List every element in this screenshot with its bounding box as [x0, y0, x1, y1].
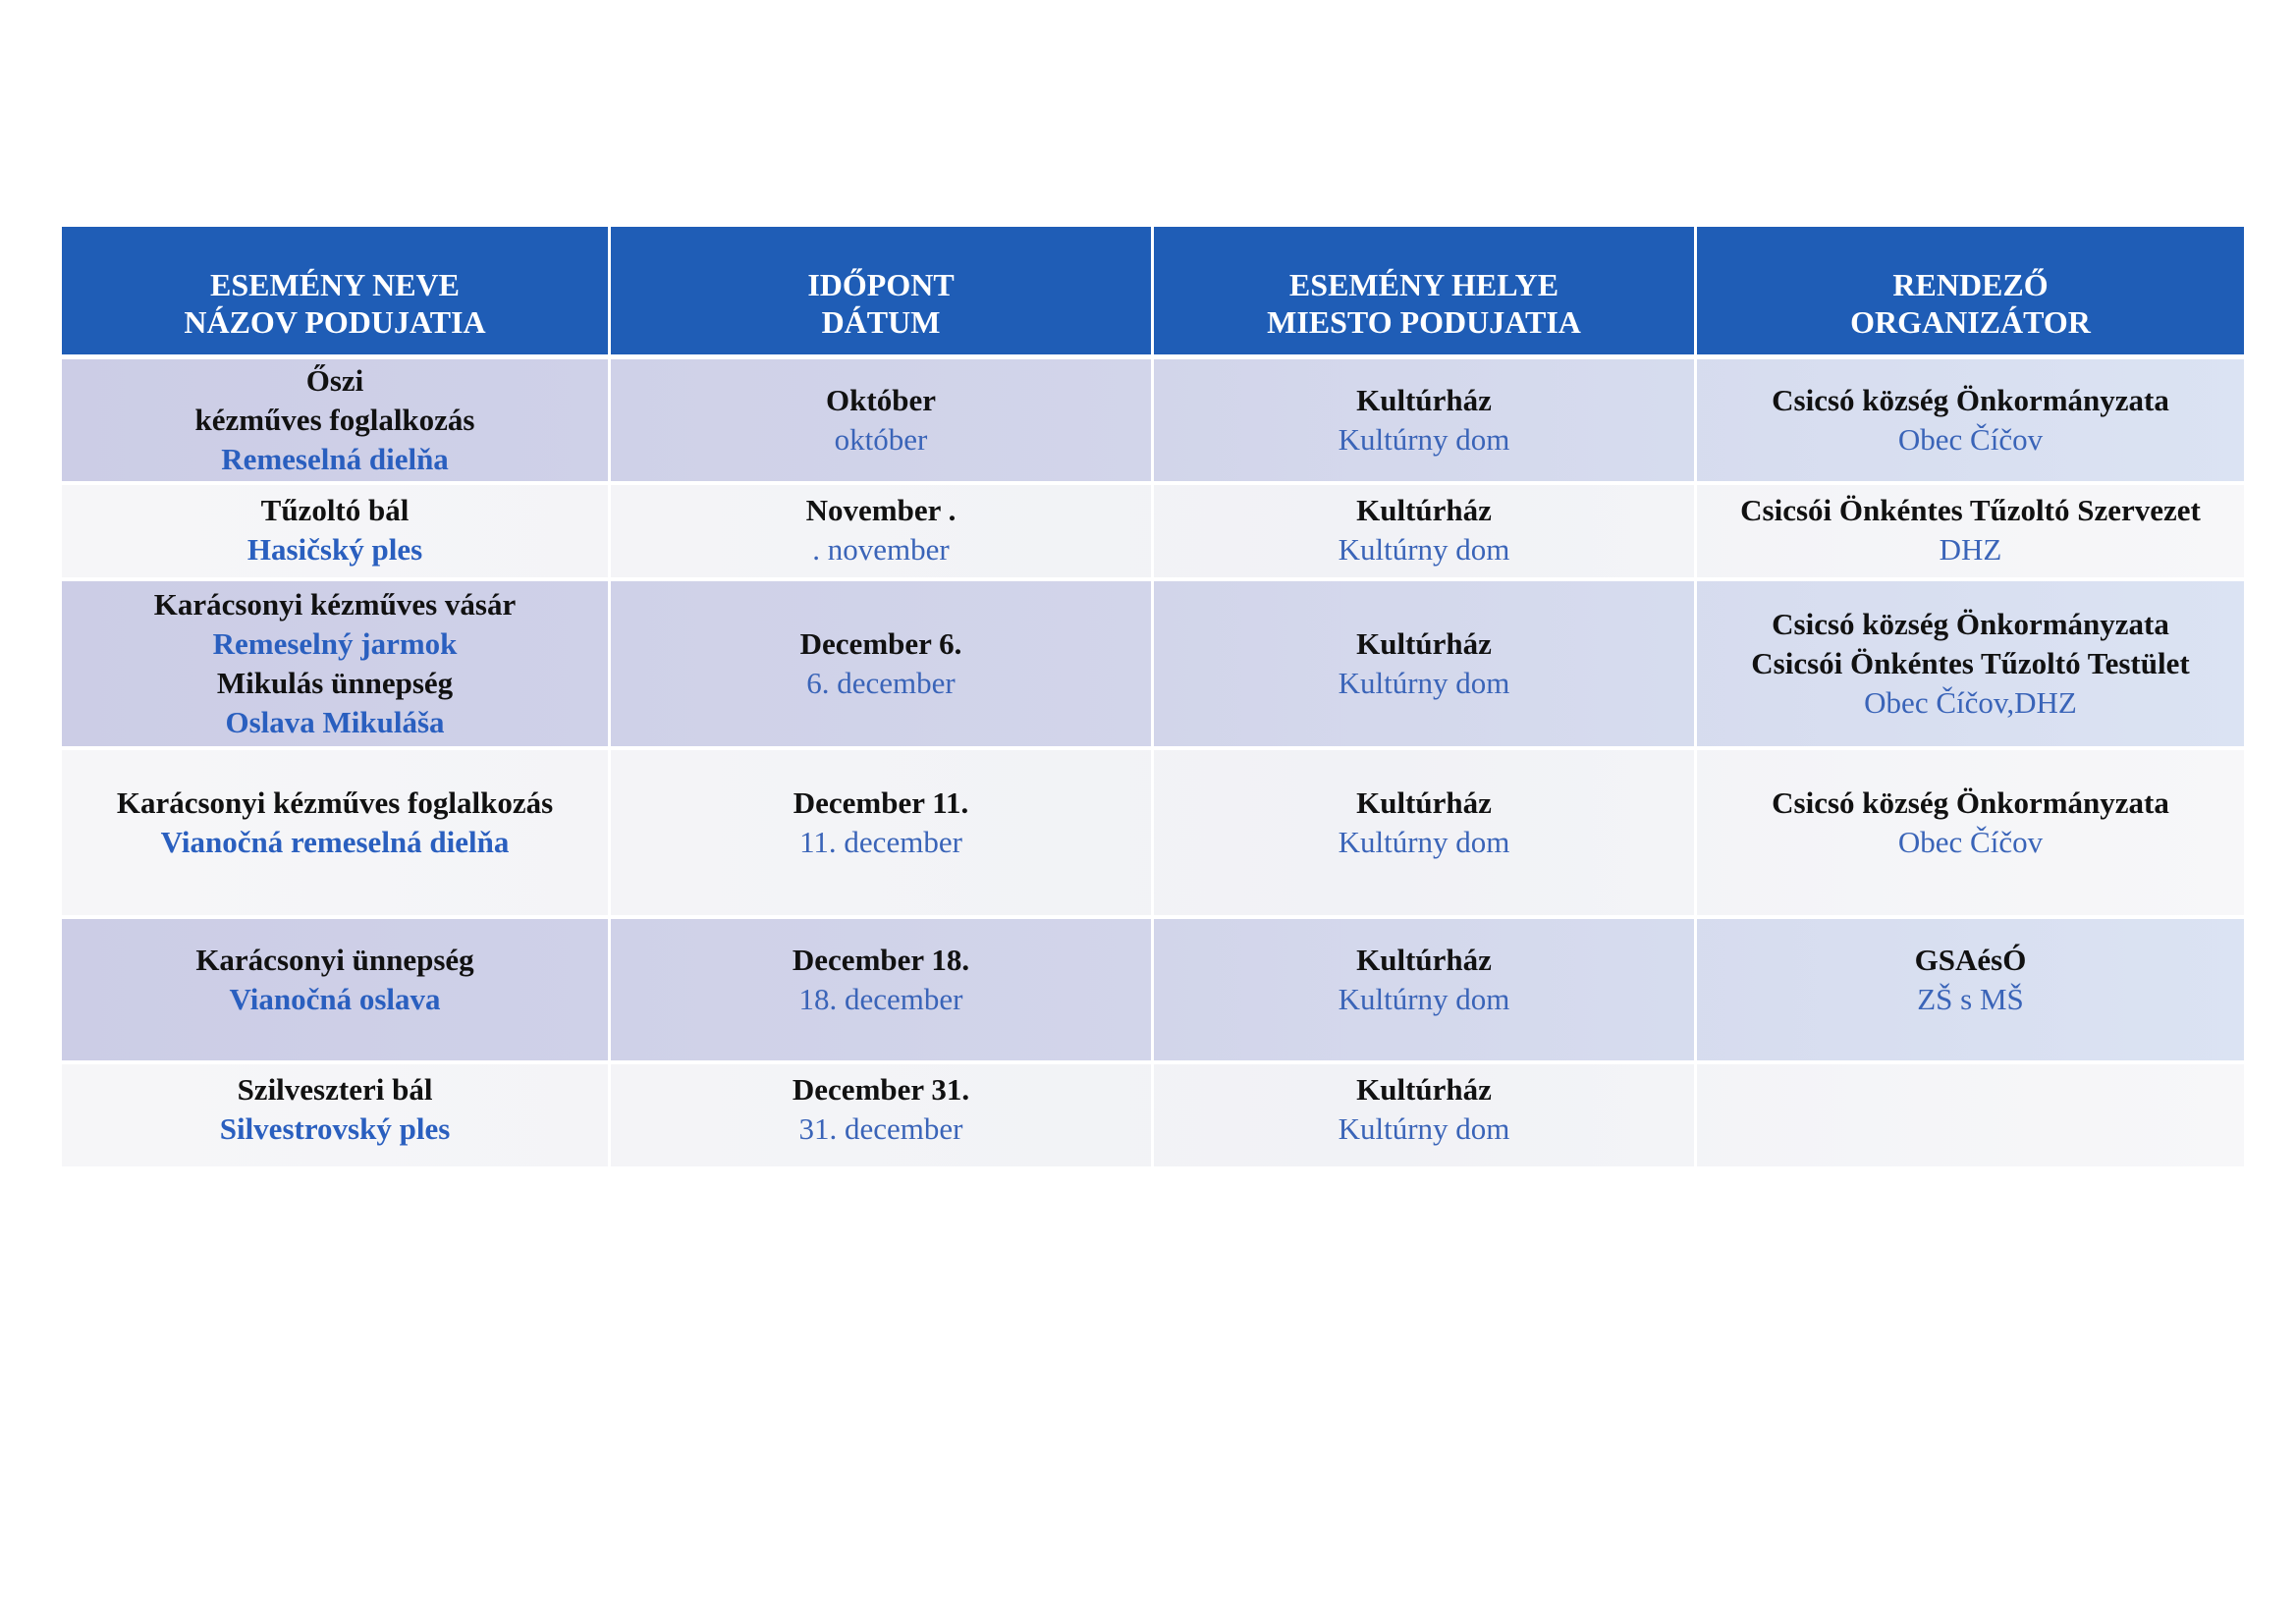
event-name-hu: Karácsonyi kézműves vásár	[153, 587, 517, 622]
organizer-cell	[1697, 919, 2244, 1060]
header-label: IDŐPONT	[807, 267, 955, 302]
place-cell	[1154, 581, 1697, 746]
header-label: ESEMÉNY NEVE	[210, 267, 460, 302]
place-cell	[1154, 359, 1697, 481]
place-cell	[1154, 919, 1697, 1060]
organizer-sk: Obec Číčov	[1897, 825, 2044, 859]
place-hu: Kultúrház	[1356, 943, 1492, 977]
event-name-sk: Silvestrovský ples	[219, 1111, 451, 1146]
header-place	[1154, 227, 1697, 354]
table-header	[62, 227, 2244, 359]
header-label: ORGANIZÁTOR	[1850, 304, 2091, 340]
event-name-sk: Remeselná dielňa	[221, 442, 449, 476]
header-label: DÁTUM	[821, 304, 941, 340]
date-hu: December 18.	[792, 943, 970, 977]
place-cell	[1154, 750, 1697, 915]
event-name-cell	[62, 581, 611, 746]
place-cell	[1154, 1064, 1697, 1166]
place-hu: Kultúrház	[1356, 493, 1492, 527]
place-sk: Kultúrny dom	[1338, 532, 1510, 567]
date-sk: . november	[812, 532, 950, 567]
organizer-cell	[1697, 485, 2244, 577]
date-cell	[611, 919, 1154, 1060]
date-sk: október	[834, 422, 928, 457]
header-label: RENDEZŐ	[1892, 267, 2049, 302]
date-hu: December 31.	[792, 1072, 970, 1107]
date-hu: December 11.	[793, 785, 969, 820]
place-sk: Kultúrny dom	[1338, 422, 1510, 457]
header-label: ESEMÉNY HELYE	[1288, 267, 1559, 302]
organizer-sk: DHZ	[1939, 532, 2002, 567]
header-event-name	[62, 227, 611, 354]
date-sk: 18. december	[798, 982, 963, 1016]
organizer-cell	[1697, 750, 2244, 915]
event-name-cell	[62, 919, 611, 1060]
place-sk: Kultúrny dom	[1338, 666, 1510, 700]
table-row	[62, 481, 2244, 577]
date-cell	[611, 750, 1154, 915]
place-sk: Kultúrny dom	[1338, 982, 1510, 1016]
date-sk: 31. december	[798, 1111, 963, 1146]
event-name-hu: Őszi	[305, 363, 364, 398]
table-row	[62, 746, 2244, 915]
organizer-hu: Csicsói Önkéntes Tűzoltó Testület	[1751, 646, 2190, 680]
organizer-hu: GSAésÓ	[1914, 943, 2027, 977]
event-name-hu: Szilveszteri bál	[237, 1072, 433, 1107]
place-hu: Kultúrház	[1356, 626, 1492, 661]
event-name-hu: Tűzoltó bál	[260, 493, 410, 527]
header-label: MIESTO PODUJATIA	[1267, 304, 1581, 340]
organizer-sk: ZŠ s MŠ	[1917, 982, 2024, 1016]
event-name-sk: Oslava Mikuláša	[225, 705, 445, 739]
date-hu: Október	[826, 383, 936, 417]
table-row	[62, 915, 2244, 1060]
organizer-cell	[1697, 581, 2244, 746]
event-name-cell	[62, 750, 611, 915]
event-name-hu: Mikulás ünnepség	[216, 666, 454, 700]
place-cell	[1154, 485, 1697, 577]
date-cell	[611, 581, 1154, 746]
organizer-sk: Obec Číčov,DHZ	[1864, 685, 2077, 720]
organizer-hu: Csicsó község Önkormányzata	[1772, 383, 2169, 417]
organizer-cell	[1697, 1064, 2244, 1166]
place-sk: Kultúrny dom	[1338, 825, 1510, 859]
event-name-sk: Vianočná oslava	[229, 982, 441, 1016]
date-cell	[611, 1064, 1154, 1166]
event-name-cell	[62, 485, 611, 577]
place-hu: Kultúrház	[1356, 383, 1492, 417]
event-name-sk: Hasičský ples	[246, 532, 423, 567]
place-hu: Kultúrház	[1356, 785, 1492, 820]
place-hu: Kultúrház	[1356, 1072, 1492, 1107]
organizer-hu: Csicsói Önkéntes Tűzoltó Szervezet	[1740, 493, 2201, 527]
organizer-sk: Obec Číčov	[1897, 422, 2044, 457]
organizer-cell	[1697, 359, 2244, 481]
date-cell	[611, 359, 1154, 481]
events-table	[62, 227, 2244, 1166]
date-sk: 11. december	[799, 825, 962, 859]
header-label: NÁZOV PODUJATIA	[184, 304, 486, 340]
table-row	[62, 359, 2244, 481]
date-cell	[611, 485, 1154, 577]
event-name-hu: Karácsonyi kézműves foglalkozás	[116, 785, 554, 820]
organizer-hu: Csicsó község Önkormányzata	[1772, 607, 2169, 641]
event-name-hu: Karácsonyi ünnepség	[195, 943, 474, 977]
event-name-hu: kézműves foglalkozás	[194, 403, 475, 437]
organizer-hu: Csicsó község Önkormányzata	[1772, 785, 2169, 820]
date-hu: November .	[805, 493, 957, 527]
table-row	[62, 577, 2244, 746]
date-sk: 6. december	[806, 666, 956, 700]
table-row	[62, 1060, 2244, 1166]
date-hu: December 6.	[799, 626, 962, 661]
event-name-cell	[62, 1064, 611, 1166]
event-name-sk: Vianočná remeselná dielňa	[160, 825, 510, 859]
header-date	[611, 227, 1154, 354]
event-name-sk: Remeselný jarmok	[212, 626, 458, 661]
place-sk: Kultúrny dom	[1338, 1111, 1510, 1146]
header-organizer	[1697, 227, 2244, 354]
event-name-cell	[62, 359, 611, 481]
